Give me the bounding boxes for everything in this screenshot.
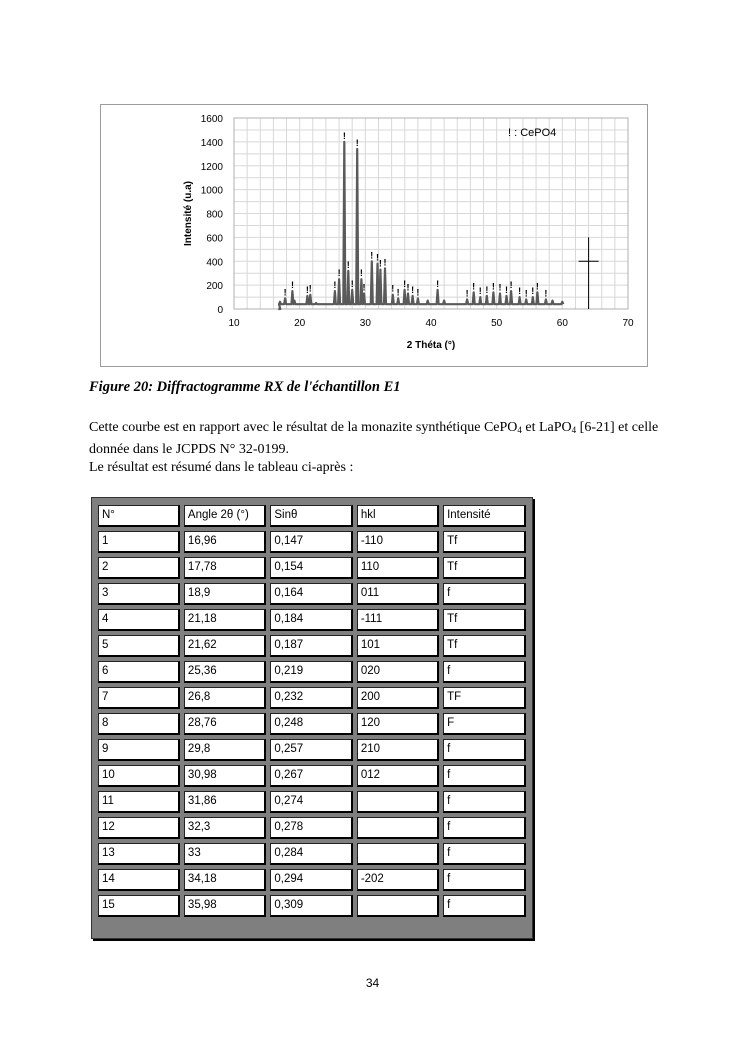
x-tick-label: 60 xyxy=(556,318,568,329)
table-row-cell xyxy=(357,791,439,813)
peak-marker: ! xyxy=(472,281,476,292)
paragraph-1 xyxy=(89,418,679,460)
xrd-chart-svg xyxy=(101,105,647,366)
table-row-cell: 011 xyxy=(357,583,439,605)
peak-marker: ! xyxy=(337,268,341,279)
table-row-cell: 10 xyxy=(98,765,180,787)
table-row-cell: f xyxy=(443,869,526,891)
table-row-cell: Tf xyxy=(443,557,526,579)
peak-marker: ! xyxy=(342,130,346,141)
table-row-cell: 30,98 xyxy=(184,765,266,787)
y-tick-label: 600 xyxy=(206,233,223,245)
table-row-cell: f xyxy=(443,661,526,683)
table-row-cell: 200 xyxy=(357,687,439,709)
table-row xyxy=(98,739,526,761)
y-tick-label: 1400 xyxy=(200,137,223,149)
table-row-cell: 25,36 xyxy=(184,661,266,683)
peak-marker: ! xyxy=(498,282,502,293)
peak-marker: ! xyxy=(416,287,420,298)
table-row-cell: Tf xyxy=(443,531,526,553)
table-row xyxy=(98,687,526,709)
table-row-cell: 0,232 xyxy=(270,687,352,709)
table-row-cell: 15 xyxy=(98,895,180,917)
y-tick-label: 800 xyxy=(206,209,223,221)
table-row-cell xyxy=(357,895,439,917)
table-row-cell: -110 xyxy=(357,531,439,553)
y-axis-label: Intensité (u.a) xyxy=(183,180,194,247)
table-row xyxy=(98,791,526,813)
table-row-cell: 33 xyxy=(184,843,266,865)
table-row xyxy=(98,531,526,553)
x-tick-label: 70 xyxy=(622,318,634,329)
table-row-cell: 0,187 xyxy=(270,635,352,657)
paragraph-1-sub1: 4 xyxy=(517,425,522,435)
table-row-cell: 5 xyxy=(98,635,180,657)
table-header-row-cell: Angle 2θ (°) xyxy=(184,505,266,527)
results-table xyxy=(94,501,530,921)
table-row-cell: 29,8 xyxy=(184,739,266,761)
peak-marker: ! xyxy=(290,280,294,291)
table-row-cell: 0,248 xyxy=(270,713,352,735)
table-row xyxy=(98,765,526,787)
table-row-cell: 110 xyxy=(357,557,439,579)
table-row-cell: 0,257 xyxy=(270,739,352,761)
table-row-cell: Tf xyxy=(443,635,526,657)
peak-marker: ! xyxy=(406,282,410,293)
table-row xyxy=(98,661,526,683)
table-row-cell: 16,96 xyxy=(184,531,266,553)
peak-marker: ! xyxy=(333,280,337,291)
table-row-cell: 11 xyxy=(98,791,180,813)
table-row-cell: f xyxy=(443,843,526,865)
table-row-cell: 3 xyxy=(98,583,180,605)
table-row-cell: 6 xyxy=(98,661,180,683)
table-row-cell xyxy=(357,817,439,839)
table-row-cell: 0,164 xyxy=(270,583,352,605)
table-row-cell: 21,62 xyxy=(184,635,266,657)
table-row-cell: TF xyxy=(443,687,526,709)
peak-marker: ! xyxy=(403,278,407,289)
peak-marker: ! xyxy=(305,284,309,295)
peak-marker: ! xyxy=(391,283,395,294)
y-tick-label: 200 xyxy=(206,281,223,293)
peak-marker: ! xyxy=(436,278,440,289)
results-table-frame xyxy=(91,497,533,939)
peak-marker: ! xyxy=(478,286,482,297)
table-row-cell: 0,184 xyxy=(270,609,352,631)
x-tick-label: 20 xyxy=(294,318,306,329)
table-row-cell: 9 xyxy=(98,739,180,761)
peak-marker: ! xyxy=(509,280,513,291)
table-row-cell: 2 xyxy=(98,557,180,579)
x-tick-label: 10 xyxy=(228,318,240,329)
table-row xyxy=(98,817,526,839)
table-row-cell: 020 xyxy=(357,661,439,683)
table-row-cell: 0,294 xyxy=(270,869,352,891)
peak-marker: ! xyxy=(378,258,382,269)
peak-marker: ! xyxy=(411,284,415,295)
table-row-cell: 0,274 xyxy=(270,791,352,813)
peak-marker: ! xyxy=(396,287,400,298)
table-row-cell: 28,76 xyxy=(184,713,266,735)
table-header-row-cell: Intensité xyxy=(443,505,526,527)
peak-marker: ! xyxy=(505,284,509,295)
table-row-cell: 21,18 xyxy=(184,609,266,631)
peak-marker: ! xyxy=(518,286,522,297)
table-row-cell: 0,219 xyxy=(270,661,352,683)
peak-marker: ! xyxy=(535,281,539,292)
peak-marker: ! xyxy=(350,278,354,289)
table-row-cell: 0,147 xyxy=(270,531,352,553)
x-axis-label: 2 Théta (°) xyxy=(406,340,456,351)
peak-marker: ! xyxy=(370,250,374,261)
table-row-cell: 210 xyxy=(357,739,439,761)
table-row xyxy=(98,557,526,579)
table-row xyxy=(98,895,526,917)
table-row-cell: 4 xyxy=(98,609,180,631)
table-row-cell: f xyxy=(443,791,526,813)
y-tick-label: 1200 xyxy=(200,161,223,173)
table-row-cell: 17,78 xyxy=(184,557,266,579)
table-row-cell: 101 xyxy=(357,635,439,657)
table-row xyxy=(98,583,526,605)
paragraph-1-part3: [6-21] et celle donnée dans le JCPDS N° 32-0199. xyxy=(89,420,659,457)
peak-marker: ! xyxy=(544,288,548,299)
page-number: 34 xyxy=(365,976,380,990)
peak-marker: ! xyxy=(485,284,489,295)
peak-marker: ! xyxy=(524,288,528,299)
table-row-cell: f xyxy=(443,583,526,605)
table-row-cell: 34,18 xyxy=(184,869,266,891)
peak-marker: ! xyxy=(465,288,469,299)
table-row-cell: f xyxy=(443,739,526,761)
table-header-row-cell: N° xyxy=(98,505,180,527)
table-row-cell: -202 xyxy=(357,869,439,891)
peak-marker: ! xyxy=(359,268,363,279)
table-row-cell: F xyxy=(443,713,526,735)
table-row-cell: 12 xyxy=(98,817,180,839)
table-header-row xyxy=(98,505,526,527)
xrd-chart xyxy=(100,104,648,367)
paragraph-2: Le résultat est résumé dans le tableau ci-après : xyxy=(89,460,354,475)
x-tick-label: 50 xyxy=(491,318,503,329)
table-row-cell: 13 xyxy=(98,843,180,865)
paragraph-1-sub2: 4 xyxy=(571,425,577,435)
table-row xyxy=(98,843,526,865)
table-row xyxy=(98,635,526,657)
table-row-cell: 18,9 xyxy=(184,583,266,605)
peak-marker: ! xyxy=(362,282,366,293)
table-row-cell: 012 xyxy=(357,765,439,787)
x-tick-label: 30 xyxy=(359,318,371,329)
peak-marker: ! xyxy=(531,286,535,297)
peak-marker: ! xyxy=(346,259,350,270)
table-row-cell: 26,8 xyxy=(184,687,266,709)
table-row-cell: 120 xyxy=(357,713,439,735)
table-row-cell: 7 xyxy=(98,687,180,709)
table-row-cell: Tf xyxy=(443,609,526,631)
table-row xyxy=(98,869,526,891)
table-header-row-cell: Sinθ xyxy=(270,505,352,527)
table-row-cell: 0,284 xyxy=(270,843,352,865)
peak-marker: ! xyxy=(383,257,387,268)
table-row-cell: 0,154 xyxy=(270,557,352,579)
paragraph-1-part2: et LaPO xyxy=(521,420,572,435)
table-row-cell: -111 xyxy=(357,609,439,631)
y-tick-label: 0 xyxy=(217,305,223,316)
legend: ! : CePO4 xyxy=(508,127,557,139)
table-row-cell: 31,86 xyxy=(184,791,266,813)
peak-marker: ! xyxy=(491,281,495,292)
table-row-cell: 8 xyxy=(98,713,180,735)
table-row-cell: 35,98 xyxy=(184,895,266,917)
table-row-cell: f xyxy=(443,765,526,787)
figure-caption: Figure 20: Diffractogramme RX de l'échantillon E1 xyxy=(89,379,401,395)
peak-marker: ! xyxy=(283,287,287,298)
peak-marker: ! xyxy=(355,138,359,149)
table-row-cell: 0,278 xyxy=(270,817,352,839)
y-tick-label: 400 xyxy=(206,257,223,269)
table-row xyxy=(98,713,526,735)
table-row-cell: f xyxy=(443,895,526,917)
peak-marker: ! xyxy=(376,252,380,263)
table-header-row-cell: hkl xyxy=(357,505,439,527)
y-tick-label: 1600 xyxy=(200,114,223,125)
table-row-cell: f xyxy=(443,817,526,839)
table-row-cell: 0,267 xyxy=(270,765,352,787)
table-row-cell xyxy=(357,843,439,865)
table-row-cell: 0,309 xyxy=(270,895,352,917)
paragraph-1-part1: Cette courbe est en rapport avec le résultat de la monazite synthétique CePO xyxy=(89,420,518,435)
y-tick-label: 1000 xyxy=(200,185,223,197)
table-row-cell: 1 xyxy=(98,531,180,553)
table-row-cell: 14 xyxy=(98,869,180,891)
table-row xyxy=(98,609,526,631)
x-tick-label: 40 xyxy=(425,318,437,329)
table-row-cell: 32,3 xyxy=(184,817,266,839)
peak-marker: ! xyxy=(308,283,312,294)
